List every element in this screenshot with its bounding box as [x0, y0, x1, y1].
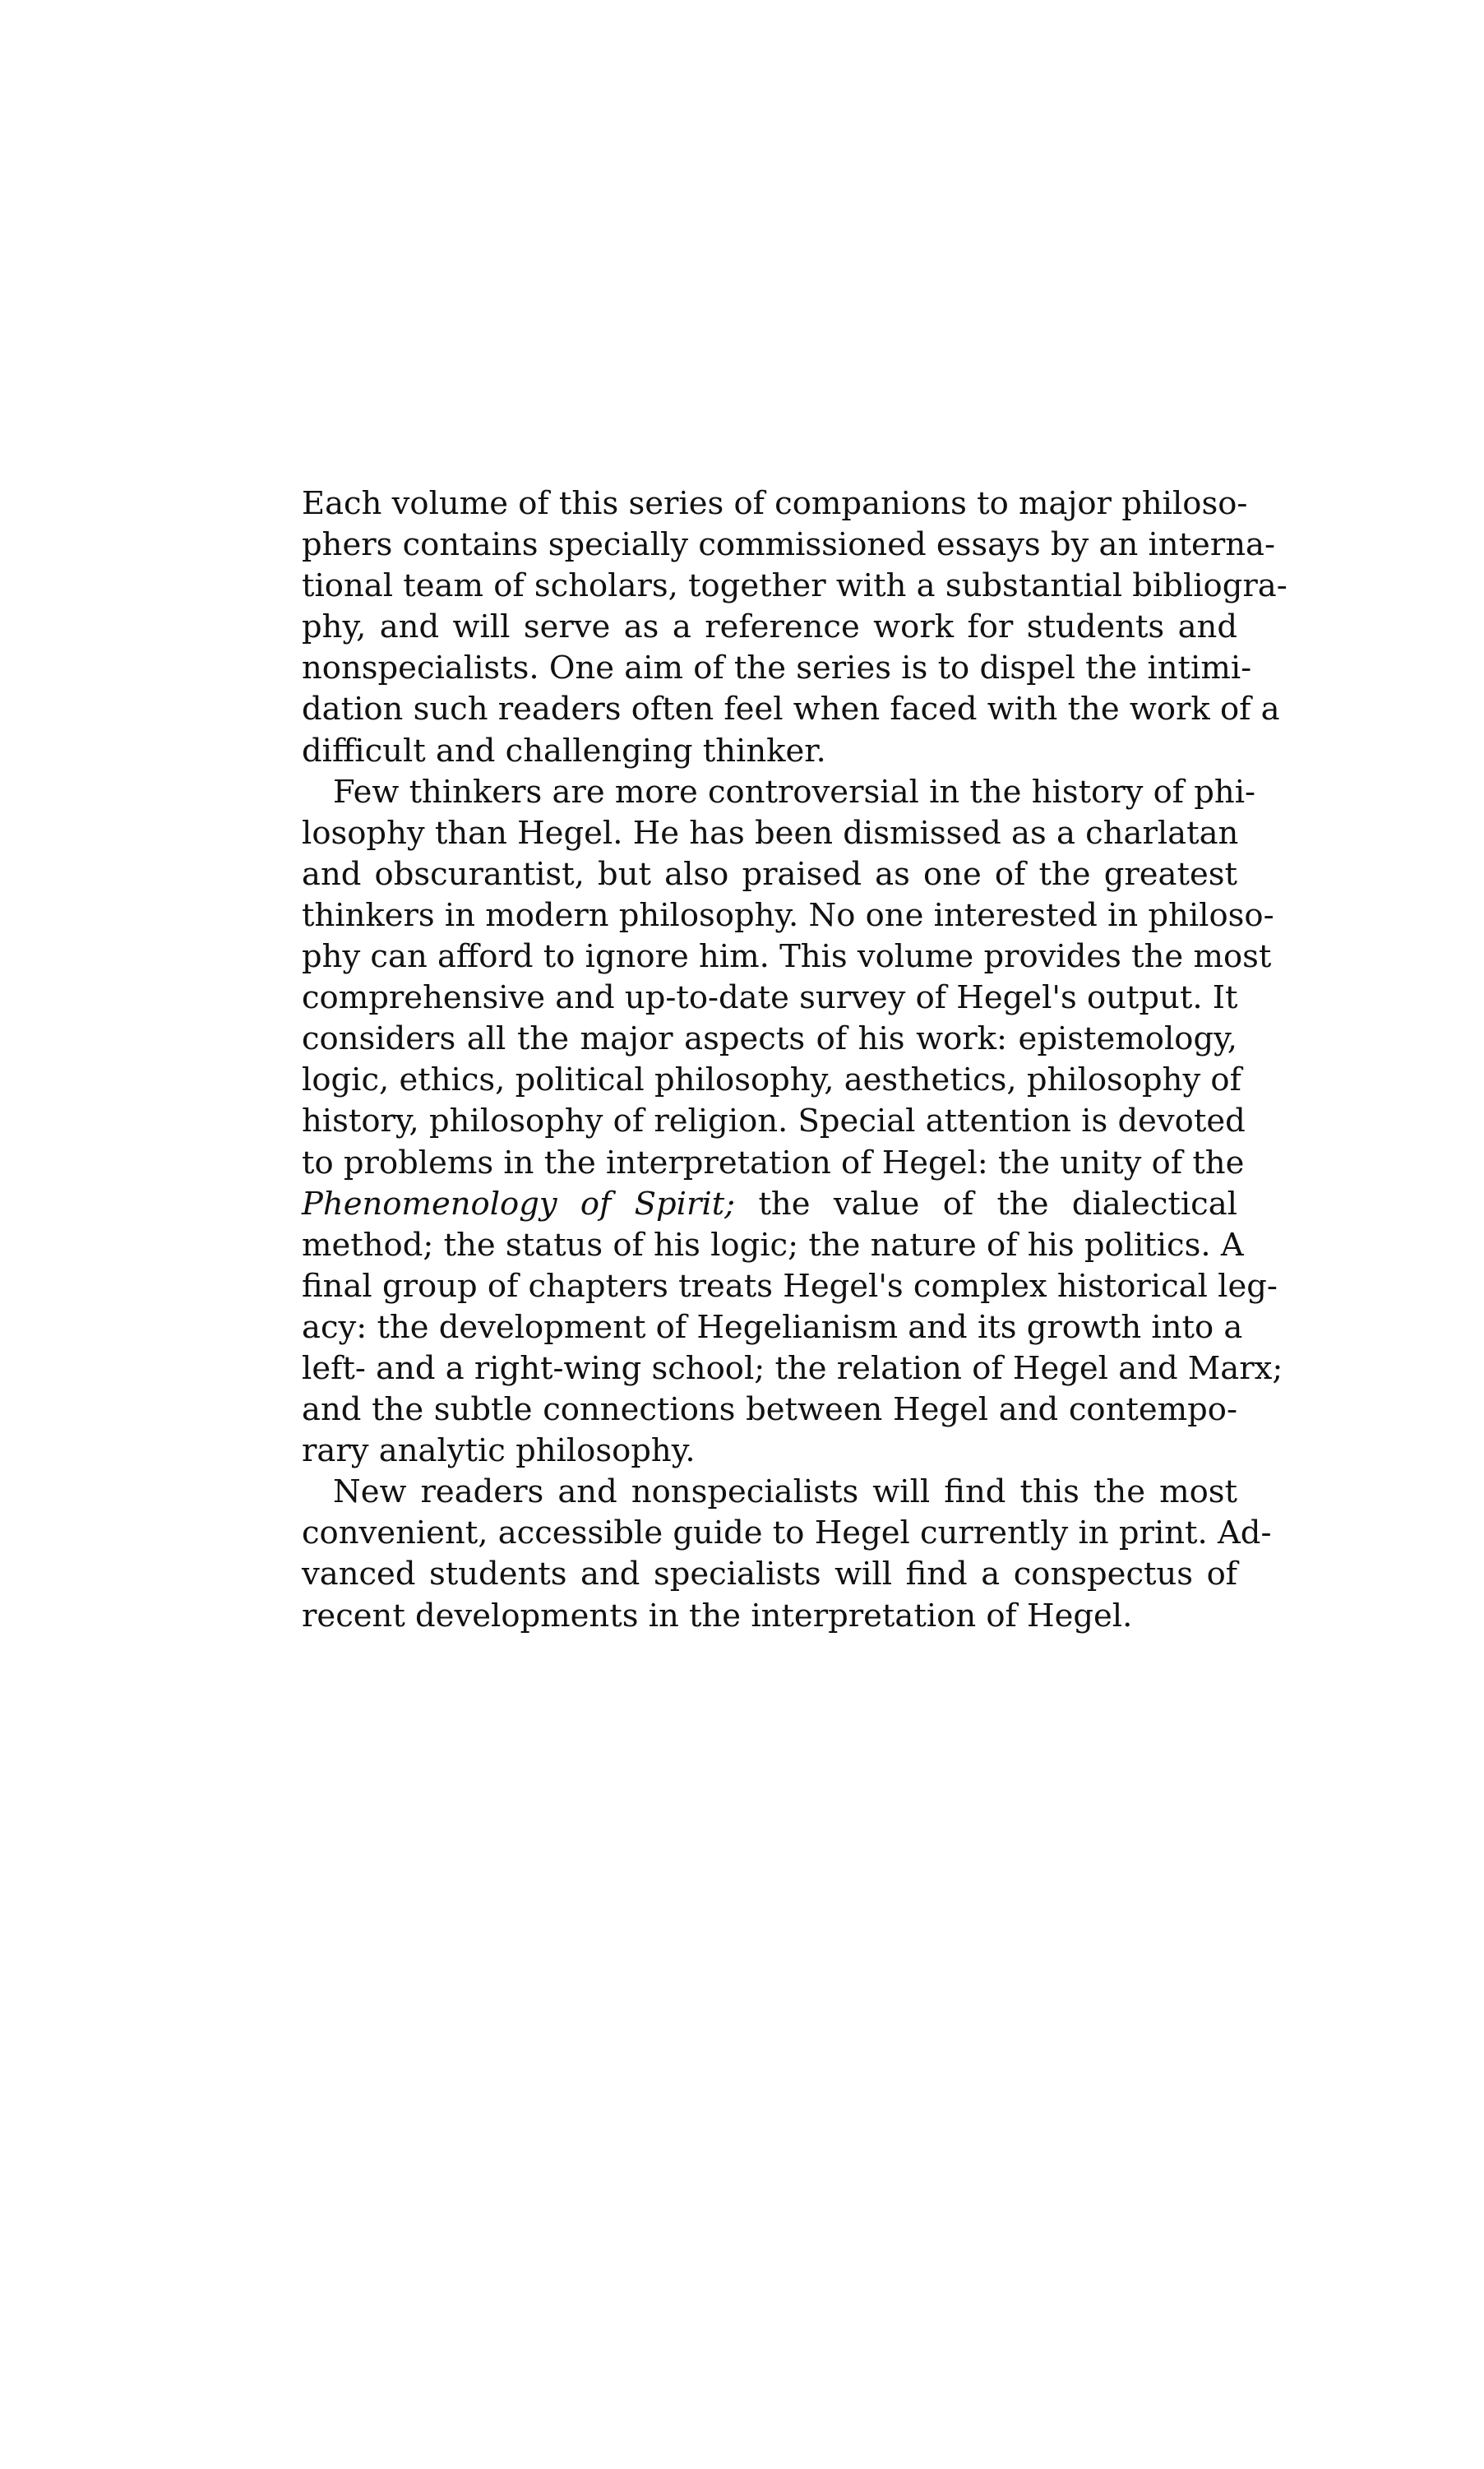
paragraph-2 [302, 772, 1283, 1473]
text-fragment: the value of the dialectical [735, 1185, 1237, 1223]
text-line: comprehensive and up-to-date survey of Hegel's output. It [302, 979, 1238, 1017]
text-line: rary analytic philosophy. [302, 1432, 696, 1470]
text-line: method; the status of his logic; the nature of his politics. A [302, 1226, 1244, 1264]
text-line: dation such readers often feel when faced with the work of a [302, 691, 1280, 728]
text-line: nonspecialists. One aim of the series is to dispel the intimi- [302, 650, 1252, 687]
text-line: and obscurantist, but also praised as one of the greatest [302, 855, 1237, 893]
text-line: tional team of scholars, together with a substantial bibliogra- [302, 567, 1288, 605]
text-line: to problems in the interpretation of Hegel: the unity of the [302, 1144, 1245, 1181]
text-line: difficult and challenging thinker. [302, 732, 826, 770]
text-line: recent developments in the interpretation of Hegel. [302, 1597, 1133, 1634]
text-line: logic, ethics, political philosophy, aesthetics, philosophy of [302, 1061, 1241, 1099]
text-line: thinkers in modern philosophy. No one interested in philoso- [302, 896, 1274, 934]
paragraph-3 [302, 1472, 1272, 1636]
text-line: final group of chapters treats Hegel's complex historical leg- [302, 1267, 1278, 1305]
text-line: and the subtle connections between Hegel and contempo- [302, 1391, 1237, 1429]
text-line: phers contains specially commissioned essays by an interna- [302, 526, 1276, 564]
text-line: history, philosophy of religion. Special attention is devoted [302, 1103, 1246, 1140]
text-line: losophy than Hegel. He has been dismissed as a charlatan [302, 814, 1239, 852]
text-line: left- and a right-wing school; the relation of Hegel and Marx; [302, 1349, 1283, 1387]
text-line: New readers and nonspecialists will find this the most [333, 1473, 1237, 1511]
text-line [302, 1184, 1237, 1225]
text-line: vanced students and specialists will find a conspectus of [302, 1556, 1237, 1593]
text-line: Each volume of this series of companions to major philoso- [302, 485, 1248, 522]
text-line: considers all the major aspects of his work: epistemology, [302, 1020, 1237, 1058]
paragraph-1 [302, 483, 1288, 772]
text-line: Few thinkers are more controversial in the history of phi- [333, 773, 1256, 811]
text-line: convenient, accessible guide to Hegel currently in print. Ad- [302, 1514, 1272, 1552]
text-line: phy can afford to ignore him. This volume provides the most [302, 938, 1272, 976]
text-line: phy, and will serve as a reference work for students and [302, 608, 1237, 646]
text-line: acy: the development of Hegelianism and its growth into a [302, 1308, 1243, 1346]
series-description [302, 483, 1288, 1637]
book-title: Phenomenology of Spirit; [302, 1185, 736, 1223]
